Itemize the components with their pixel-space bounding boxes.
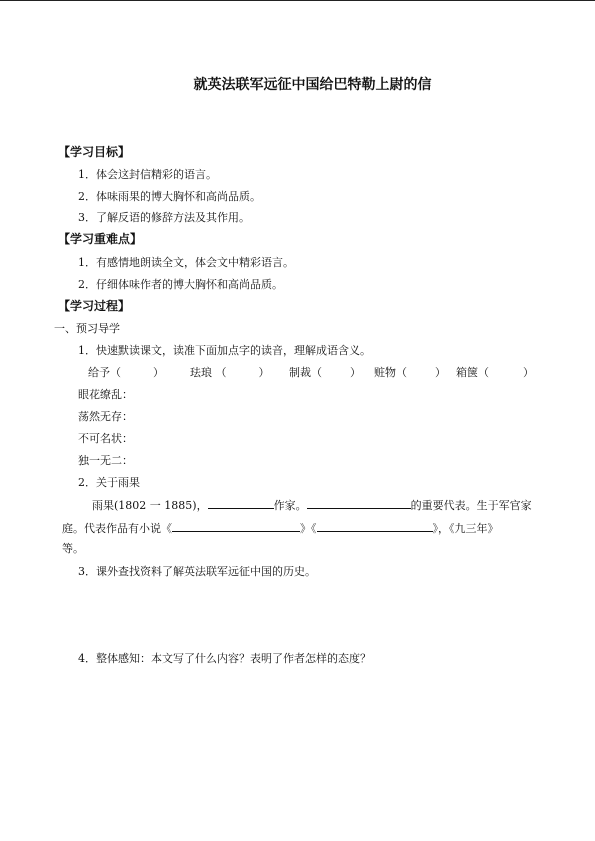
hugo-info-line-3: 等。 xyxy=(62,542,84,555)
section-heading-process: 【学习过程】 xyxy=(58,299,131,313)
key-point-item-1: 1．有感情地朗读全文，体会文中精彩语言。 xyxy=(78,256,294,269)
question-1: 1．快速默读课文，读准下面加点字的读音，理解成语含义。 xyxy=(78,344,371,357)
pinyin-item-4: 赃物（ ） xyxy=(374,366,446,379)
idiom-item-3: 不可名状： xyxy=(78,432,133,445)
blank-novel-2[interactable] xyxy=(317,520,433,532)
idiom-item-1: 眼花缭乱： xyxy=(78,388,133,401)
section-heading-key-points: 【学习重难点】 xyxy=(58,232,143,246)
blank-novel-1[interactable] xyxy=(172,520,300,532)
idiom-item-2: 荡然无存： xyxy=(78,410,133,423)
section-heading-goals: 【学习目标】 xyxy=(58,145,131,159)
pinyin-item-3: 制裁（ ） xyxy=(289,366,361,379)
goal-item-1: 1．体会这封信精彩的语言。 xyxy=(78,168,217,181)
part-heading-preview: 一、预习导学 xyxy=(54,322,120,335)
goal-item-3: 3．了解反语的修辞方法及其作用。 xyxy=(78,211,250,224)
blank-movement[interactable] xyxy=(307,497,411,509)
blank-nationality[interactable] xyxy=(208,497,274,509)
hugo-info-line-2: 庭。代表作品有小说《 》《 》，《九三年》 xyxy=(62,522,499,535)
top-border-line xyxy=(0,0,595,1)
hugo-info-line-1: 雨果(1802 一 1885)， 作家。 的重要代表。生于军官家 xyxy=(92,499,532,512)
goal-item-2: 2．体味雨果的博大胸怀和高尚品质。 xyxy=(78,190,261,203)
question-4: 4．整体感知：本文写了什么内容？表明了作者怎样的态度？ xyxy=(78,652,371,665)
question-2: 2．关于雨果 xyxy=(78,476,140,489)
pinyin-item-2: 珐琅 （ ） xyxy=(190,366,270,379)
pinyin-item-5: 箱箧（ ） xyxy=(456,366,534,379)
pinyin-item-1: 给予（ ） xyxy=(88,366,164,379)
idiom-item-4: 独一无二： xyxy=(78,454,133,467)
question-3: 3．课外查找资料了解英法联军远征中国的历史。 xyxy=(78,565,316,578)
page-title: 就英法联军远征中国给巴特勒上尉的信 xyxy=(193,77,432,93)
key-point-item-2: 2．仔细体味作者的博大胸怀和高尚品质。 xyxy=(78,278,283,291)
